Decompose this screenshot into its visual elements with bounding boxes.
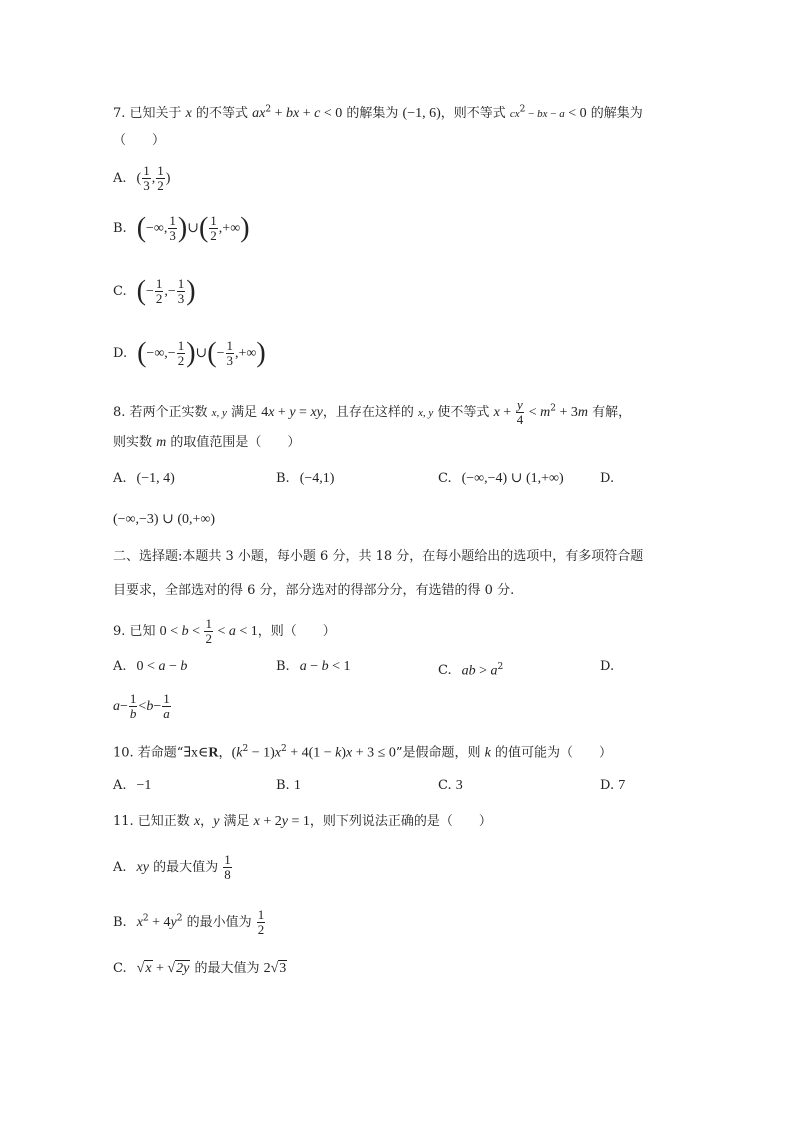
q7-paren: （ ）	[113, 133, 166, 148]
q9-stem: 9. 已知 0 < b < $\frac{1}{2}$ < a < 1，则（ ）	[113, 616, 336, 646]
q7-option-a: A. ( $\frac{1}{3}$ , $\frac{1}{2}$ )	[113, 163, 171, 193]
q9-option-d: a− $\frac{1}{b}$ <b− $\frac{1}{a}$	[113, 691, 170, 721]
q11-option-c: C. √x + √2y 的最大值为 2√3	[113, 961, 287, 976]
q7-stem	[113, 101, 643, 123]
q10-option-d: D. 7	[600, 778, 626, 793]
q8-option-d-label: D.	[600, 471, 615, 486]
q7-option-c: C. (− $\frac{1}{2}$ ,− $\frac{1}{3}$ )	[113, 275, 196, 307]
q8-stem: 8. 若两个正实数 x, y 满足 4x + y = xy，且存在这样的 x, y 使不等式 x + $\frac{y}{4}$ < $m^2 + 3m$ 有解，	[113, 397, 632, 427]
q8-option-c: C. (−∞,−4) ∪ (1,+∞)	[438, 471, 564, 486]
q8-option-d: (−∞,−3) ∪ (0,+∞)	[113, 512, 216, 527]
q10-option-b: B. 1	[276, 778, 301, 793]
section2-line1: 二、选择题:本题共 3 小题，每小题 6 分，共 18 分，在每小题给出的选项中，有多项符合题	[113, 549, 644, 564]
q7-option-b: B. (−∞, $\frac{1}{3}$ )∪( $\frac{1}{2}$ ,+∞)	[113, 212, 250, 244]
section2-line2: 目要求，全部选对的得 6 分，部分选对的得部分分，有选错的得 0 分.	[113, 583, 515, 598]
q11-stem: 11. 已知正数 x，y 满足 x + 2y = 1，则下列说法正确的是（ ）	[113, 814, 492, 829]
q7-option-d: D. (−∞,− $\frac{1}{2}$ )∪(− $\frac{1}{3}$ ,+∞)	[113, 337, 266, 369]
q10-option-c: C. 3	[438, 778, 463, 793]
q9-option-b: B. a − b < 1	[276, 659, 351, 674]
q8-option-a: A. (−1, 4)	[113, 471, 175, 486]
q10-stem: 10. 若命题“∃x∈R，$(k^2 - 1)x^2 + 4(1 - k)x + 3 \le 0$”是假命题，则 k 的值可能为（ ）	[113, 744, 612, 761]
q10-option-a: A. −1	[113, 778, 152, 793]
q8-option-b: B. (−4,1)	[276, 471, 335, 486]
q9-option-a: A. 0 < a − b	[113, 659, 188, 674]
q9-option-c: C. ab > $a^2$	[438, 662, 504, 679]
q7-stem-text: 7. 已知关于 x 的不等式 $ax^2$ + bx + c < 0 的解集为 (−1, 6)，则不等式 $cx^2$ − bx − a < 0 的解集为	[113, 105, 643, 122]
q9-option-d-label: D.	[600, 659, 615, 674]
q8-stem-2: 则实数 m 的取值范围是（ ）	[113, 435, 301, 450]
q11-option-a: A. xy 的最大值为 $\frac{1}{8}$	[113, 852, 231, 882]
q11-option-b: B. $x^2 + 4y^2$ 的最小值为 $\frac{1}{2}$	[113, 907, 265, 937]
